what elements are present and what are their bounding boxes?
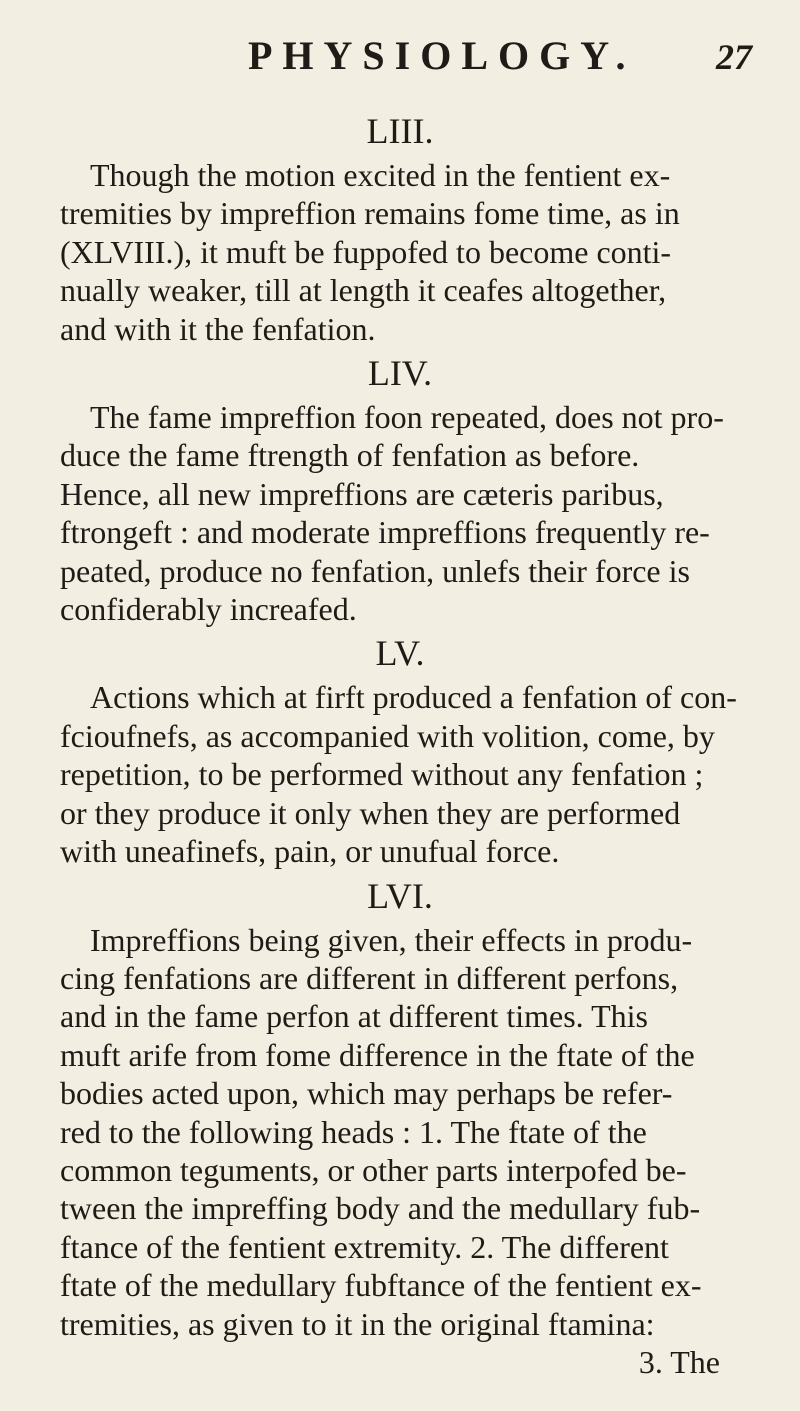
text-line: tremities by impreffion remains fome time, as in (60, 195, 680, 232)
text-line: Impreffions being given, their effects in produ- (90, 921, 693, 958)
text-line: confiderably increafed. (60, 591, 357, 628)
text-line: peated, produce no fenfation, unlefs their force is (60, 552, 690, 589)
text-line: ftance of the fentient extremity. 2. The different (60, 1228, 669, 1265)
section-number: LVI. (367, 875, 433, 916)
paragraph (60, 398, 740, 628)
text-line: or they produce it only when they are performed (60, 794, 681, 831)
text-line: and with it the fenfation. (60, 310, 376, 347)
text-line: The fame impreffion foon repeated, does not pro- (90, 399, 724, 436)
text-line: Hence, all new impreffions are cæteris paribus, (60, 475, 664, 512)
text-line: cing fenfations are different in different perfons, (60, 959, 679, 996)
text-line: ftrongeft : and moderate impreffions frequently re- (60, 514, 710, 551)
text-line: with uneafinefs, pain, or unufual force. (60, 833, 560, 870)
text-line: bodies acted upon, which may perhaps be refer- (60, 1075, 673, 1112)
text-line: duce the fame ftrength of fenfation as before. (60, 437, 640, 474)
text-line: repetition, to be performed without any fenfation ; (60, 756, 704, 793)
paragraph (60, 678, 740, 870)
paragraph (60, 921, 740, 1343)
text-line: Actions which at firft produced a fenfation of con- (90, 679, 737, 716)
text-line: tween the impreffing body and the medullary fub- (60, 1190, 701, 1227)
paragraph (60, 156, 740, 348)
section-number: LV. (375, 633, 425, 674)
text-line: red to the following heads : 1. The ftate of the (60, 1113, 647, 1150)
text-line: common teguments, or other parts interpofed be- (60, 1151, 687, 1188)
running-head: PHYSIOLOGY. (248, 33, 636, 78)
text-line: tremities, as given to it in the original ftamina: (60, 1305, 655, 1342)
text-line: (XLVIII.), it muft be fuppofed to become conti- (60, 233, 672, 270)
text-line: Though the motion excited in the fentient ex- (90, 157, 671, 193)
body-text (60, 106, 740, 1381)
catchword: 3. The (638, 1343, 720, 1380)
text-line: and in the fame perfon at different times. This (60, 998, 648, 1035)
text-line: fcioufnefs, as accompanied with volition, come, by (60, 717, 715, 754)
page-header (0, 30, 800, 80)
page-number: 27 (716, 37, 752, 77)
section-number: LIV. (367, 353, 433, 394)
text-line: nually weaker, till at length it ceafes altogether, (60, 272, 667, 309)
text-line: muft arife from fome difference in the ftate of the (60, 1036, 695, 1073)
text-line: ftate of the medullary fubftance of the fentient ex- (60, 1267, 702, 1304)
section-number: LIII. (366, 111, 434, 151)
